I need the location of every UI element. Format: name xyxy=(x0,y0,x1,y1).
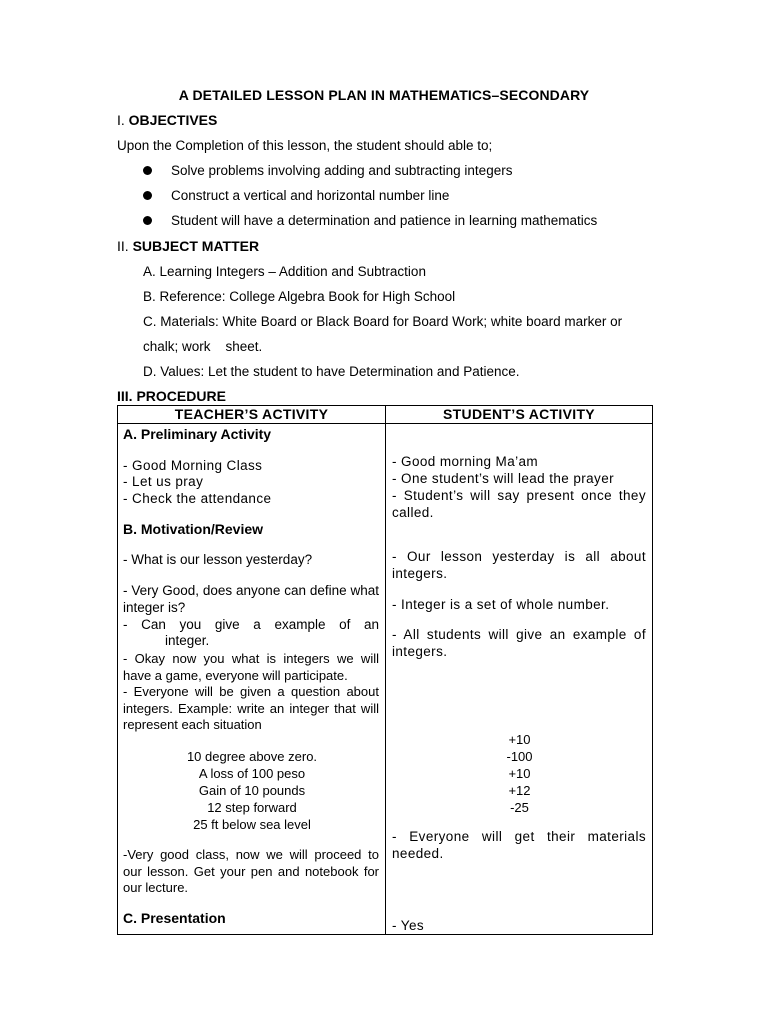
bullet-icon xyxy=(143,216,152,225)
objective-item: Student will have a determination and patience in learning mathematics xyxy=(171,213,598,228)
student-line: - Integer is a set of whole number. xyxy=(392,597,610,612)
teacher-line: -Very good class, now we will proceed to our lesson. Get your pen and notebook for our lecture. xyxy=(123,847,379,895)
teacher-line: - What is our lesson yesterday? xyxy=(123,552,313,567)
student-activity-header: STUDENT’S ACTIVITY xyxy=(386,406,653,424)
teacher-line: - Everyone will be given a question about integers. Example: write an integer that will represent each situation xyxy=(123,684,379,732)
subject-matter-item: B. Reference: College Algebra Book for High School xyxy=(143,289,456,304)
teacher-activity-cell xyxy=(118,424,386,935)
situation-item: A loss of 100 peso xyxy=(198,766,306,781)
subject-matter-item: C. Materials: White Board or Black Board for Board Work; white board marker or xyxy=(143,314,623,329)
situation-item: 10 degree above zero. xyxy=(186,749,318,764)
objectives-intro: Upon the Completion of this lesson, the student should able to; xyxy=(117,138,493,153)
answer-item: +10 xyxy=(508,766,531,781)
teacher-line: - Can you give a example of an xyxy=(123,617,379,632)
teacher-line: - Check the attendance xyxy=(123,491,272,506)
situation-item: 12 step forward xyxy=(207,800,297,815)
student-line: - One student’s will lead the prayer xyxy=(392,471,615,486)
answer-item: +10 xyxy=(508,732,531,747)
subject-matter-heading-text: SUBJECT MATTER xyxy=(132,238,260,254)
subject-matter-item: chalk; work sheet. xyxy=(143,339,263,354)
student-line: - Everyone will get their materials needed. xyxy=(392,829,646,861)
section-preliminary-activity: A. Preliminary Activity xyxy=(123,426,272,442)
section-motivation-review: B. Motivation/Review xyxy=(123,521,264,537)
objective-item: Solve problems involving adding and subtracting integers xyxy=(171,163,513,178)
student-line: - Student’s will say present once they called. xyxy=(392,488,646,520)
student-line: - All students will give an example of integers. xyxy=(392,627,646,659)
objectives-numeral: I. xyxy=(117,112,129,128)
subject-matter-item: D. Values: Let the student to have Determination and Patience. xyxy=(143,364,520,379)
student-line: - Good morning Ma’am xyxy=(392,454,539,469)
teacher-line: - Good Morning Class xyxy=(123,458,263,473)
teacher-line: integer. xyxy=(165,633,210,648)
answer-item: +12 xyxy=(508,783,531,798)
bullet-icon xyxy=(143,191,152,200)
procedure-heading: III. PROCEDURE xyxy=(117,388,226,404)
teacher-line: - Very Good, does anyone can define what integer is? xyxy=(123,583,379,615)
student-line: - Our lesson yesterday is all about integers. xyxy=(392,549,646,581)
subject-matter-item: A. Learning Integers – Addition and Subtraction xyxy=(143,264,426,279)
subject-matter-numeral: II. xyxy=(117,238,133,254)
situation-item: 25 ft below sea level xyxy=(193,817,311,832)
teacher-line: - Let us pray xyxy=(123,474,204,489)
bullet-icon xyxy=(143,166,152,175)
student-line: - Yes xyxy=(392,918,425,933)
objectives-heading-text: OBJECTIVES xyxy=(128,112,218,128)
teacher-line: - Okay now you what is integers we will have a game, everyone will participate. xyxy=(123,651,379,683)
student-activity-cell xyxy=(386,424,653,935)
objective-item: Construct a vertical and horizontal number line xyxy=(171,188,450,203)
objectives-heading xyxy=(117,112,217,128)
section-presentation: C. Presentation xyxy=(123,910,226,926)
situation-item: Gain of 10 pounds xyxy=(198,783,306,798)
teacher-activity-header: TEACHER’S ACTIVITY xyxy=(118,406,386,424)
activity-table xyxy=(117,405,653,935)
answer-item: -25 xyxy=(510,800,529,815)
document-title: A DETAILED LESSON PLAN IN MATHEMATICS–SECONDARY xyxy=(178,87,590,103)
answer-item: -100 xyxy=(506,749,533,764)
subject-matter-heading xyxy=(117,238,259,254)
